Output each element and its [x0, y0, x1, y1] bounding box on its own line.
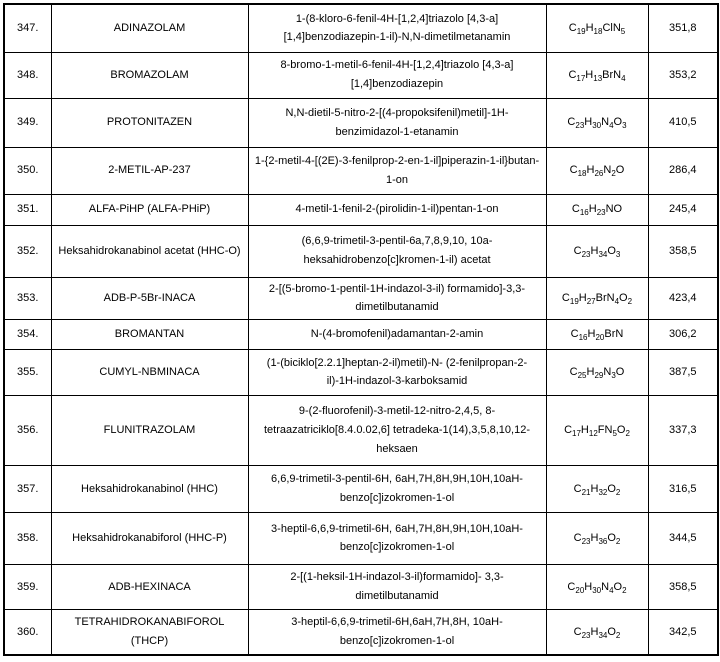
table-row [4, 395, 718, 465]
substance-description: 1-(8-kloro-6-fenil-4H-[1,2,4]triazolo [4,3-a][1,4]benzodiazepin-1-il)-N,N-dimetilmetanamin [248, 4, 546, 52]
substances-table [3, 3, 719, 656]
substance-name: FLUNITRAZOLAM [51, 395, 248, 465]
table-row [4, 277, 718, 319]
substance-description: N,N-dietil-5-nitro-2-[(4-propoksifenil)metil]-1H-benzimidazol-1-etanamin [248, 98, 546, 147]
molecular-weight: 245,4 [648, 194, 718, 225]
substance-description: (1-(biciklo[2.2.1]heptan-2-il)metil)-N- (2-fenilpropan-2-il)-1H-indazol-3-karboksamid [248, 349, 546, 395]
substance-name: Heksahidrokanabiforol (HHC-P) [51, 512, 248, 564]
substance-name: ADB-P-5Br-INACA [51, 277, 248, 319]
molecular-weight: 358,5 [648, 564, 718, 609]
molecular-weight: 342,5 [648, 609, 718, 655]
row-number: 356. [4, 395, 51, 465]
substance-description: 2-[(1-heksil-1H-indazol-3-il)formamido]- 3,3-dimetilbutanamid [248, 564, 546, 609]
table-row [4, 52, 718, 98]
substance-formula: $C_{23}H_{36}O_2$ [546, 512, 648, 564]
molecular-weight: 387,5 [648, 349, 718, 395]
substance-formula: $C_{19}H_{18}ClN_5$ [546, 4, 648, 52]
substance-name: Heksahidrokanabinol acetat (HHC-O) [51, 225, 248, 277]
substance-description: 3-heptil-6,6,9-trimetil-6H,6aH,7H,8H, 10aH-benzo[c]izokromen-1-ol [248, 609, 546, 655]
substance-description: 6,6,9-trimetil-3-pentil-6H, 6aH,7H,8H,9H,10H,10aH-benzo[c]izokromen-1-ol [248, 465, 546, 512]
substance-formula: $C_{25}H_{29}N_3O$ [546, 349, 648, 395]
substance-name: BROMAZOLAM [51, 52, 248, 98]
substance-description: 3-heptil-6,6,9-trimetil-6H, 6aH,7H,8H,9H,10H,10aH-benzo[c]izokromen-1-ol [248, 512, 546, 564]
table-row [4, 98, 718, 147]
table-row [4, 349, 718, 395]
row-number: 357. [4, 465, 51, 512]
table-row [4, 319, 718, 349]
molecular-weight: 306,2 [648, 319, 718, 349]
row-number: 349. [4, 98, 51, 147]
molecular-weight: 358,5 [648, 225, 718, 277]
substance-description: 9-(2-fluorofenil)-3-metil-12-nitro-2,4,5, 8-tetraazatriciklo[8.4.0.02,6] tetradeka-1(14),3,5,8,10,12-heksaen [248, 395, 546, 465]
substance-name: ADINAZOLAM [51, 4, 248, 52]
molecular-weight: 423,4 [648, 277, 718, 319]
table-row [4, 147, 718, 194]
row-number: 348. [4, 52, 51, 98]
row-number: 351. [4, 194, 51, 225]
row-number: 350. [4, 147, 51, 194]
table-row [4, 564, 718, 609]
table-row [4, 225, 718, 277]
substance-name: CUMYL-NBMINACA [51, 349, 248, 395]
molecular-weight: 344,5 [648, 512, 718, 564]
row-number: 355. [4, 349, 51, 395]
substance-description: (6,6,9-trimetil-3-pentil-6a,7,8,9,10, 10a-heksahidrobenzo[c]kromen-1-il) acetat [248, 225, 546, 277]
substance-description: 1-{2-metil-4-[(2E)-3-fenilprop-2-en-1-il]piperazin-1-il}butan-1-on [248, 147, 546, 194]
substance-formula: $C_{23}H_{34}O_2$ [546, 609, 648, 655]
substance-description: 2-[(5-bromo-1-pentil-1H-indazol-3-il) formamido]-3,3-dimetilbutanamid [248, 277, 546, 319]
substance-formula: $C_{20}H_{30}N_4O_2$ [546, 564, 648, 609]
substance-formula: $C_{23}H_{34}O_3$ [546, 225, 648, 277]
row-number: 360. [4, 609, 51, 655]
molecular-weight: 286,4 [648, 147, 718, 194]
molecular-weight: 353,2 [648, 52, 718, 98]
substance-description: 4-metil-1-fenil-2-(pirolidin-1-il)pentan-1-on [248, 194, 546, 225]
substance-name: ADB-HEXINACA [51, 564, 248, 609]
substance-name: PROTONITAZEN [51, 98, 248, 147]
substance-name: Heksahidrokanabinol (HHC) [51, 465, 248, 512]
table-row [4, 465, 718, 512]
table-row [4, 194, 718, 225]
substance-description: 8-bromo-1-metil-6-fenil-4H-[1,2,4]triazolo [4,3-a][1,4]benzodiazepin [248, 52, 546, 98]
substance-formula: $C_{23}H_{30}N_4O_3$ [546, 98, 648, 147]
substance-name: ALFA-PiHP (ALFA-PHiP) [51, 194, 248, 225]
substance-formula: $C_{18}H_{26}N_2O$ [546, 147, 648, 194]
substance-description: N-(4-bromofenil)adamantan-2-amin [248, 319, 546, 349]
substance-name: TETRAHIDROKANABIFOROL (THCP) [51, 609, 248, 655]
row-number: 359. [4, 564, 51, 609]
molecular-weight: 337,3 [648, 395, 718, 465]
row-number: 353. [4, 277, 51, 319]
row-number: 352. [4, 225, 51, 277]
table-row [4, 4, 718, 52]
substance-formula: $C_{16}H_{20}BrN$ [546, 319, 648, 349]
row-number: 347. [4, 4, 51, 52]
substance-name: 2-METIL-AP-237 [51, 147, 248, 194]
table-row [4, 512, 718, 564]
substance-formula: $C_{16}H_{23}NO$ [546, 194, 648, 225]
molecular-weight: 410,5 [648, 98, 718, 147]
molecular-weight: 316,5 [648, 465, 718, 512]
substance-formula: $C_{17}H_{12}FN_5O_2$ [546, 395, 648, 465]
molecular-weight: 351,8 [648, 4, 718, 52]
row-number: 354. [4, 319, 51, 349]
row-number: 358. [4, 512, 51, 564]
substance-formula: $C_{19}H_{27}BrN_4O_2$ [546, 277, 648, 319]
table-row [4, 609, 718, 655]
substance-formula: $C_{21}H_{32}O_2$ [546, 465, 648, 512]
substance-name: BROMANTAN [51, 319, 248, 349]
substance-formula: $C_{17}H_{13}BrN_4$ [546, 52, 648, 98]
